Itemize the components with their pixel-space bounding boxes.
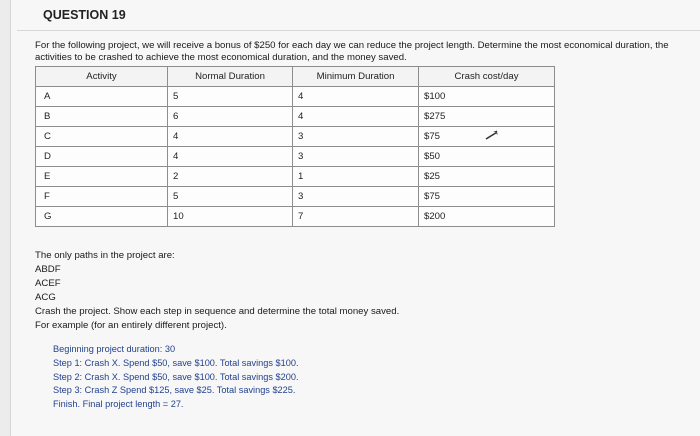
example-line: Step 1: Crash X. Spend $50, save $100. Total savings $100.	[53, 357, 299, 368]
question-page	[10, 0, 700, 436]
cell-normal-duration: 2	[168, 167, 293, 187]
cell-crash-cost: $50	[419, 147, 555, 167]
example-line: Finish. Final project length = 27.	[53, 399, 184, 410]
cell-activity: D	[36, 147, 168, 167]
cell-minimum-duration: 7	[293, 207, 419, 227]
cell-crash-cost: $100	[419, 87, 555, 107]
question-title: QUESTION 19	[43, 8, 126, 22]
cell-minimum-duration: 1	[293, 167, 419, 187]
cell-crash-cost: $75	[419, 127, 555, 147]
cell-activity: A	[36, 87, 168, 107]
cell-crash-cost: $200	[419, 207, 555, 227]
table-header-row	[36, 67, 555, 87]
mouse-pointer-icon	[485, 130, 499, 140]
cell-activity: F	[36, 187, 168, 207]
cell-normal-duration: 5	[168, 187, 293, 207]
cell-minimum-duration: 4	[293, 107, 419, 127]
path-item: ACEF	[35, 278, 61, 289]
cell-crash-cost: $25	[419, 167, 555, 187]
cell-normal-duration: 4	[168, 147, 293, 167]
cell-crash-cost: $75	[419, 187, 555, 207]
example-intro: For example (for an entirely different project).	[35, 320, 227, 331]
example-line: Beginning project duration: 30	[53, 344, 176, 354]
cell-activity: G	[36, 207, 168, 227]
header-crash-cost: Crash cost/day	[419, 67, 555, 87]
question-intro: For the following project, we will receive a bonus of $250 for each day we can reduce the project length. Determine the most economical duration, the activities to be crashed to achieve the most economical duration, and the money saved.	[35, 40, 669, 63]
table-row	[36, 167, 555, 187]
path-item: ABDF	[35, 264, 61, 275]
header-activity: Activity	[36, 67, 168, 87]
title-divider	[17, 30, 700, 31]
cell-activity: B	[36, 107, 168, 127]
cell-normal-duration: 4	[168, 127, 293, 147]
cell-activity: C	[36, 127, 168, 147]
cell-normal-duration: 5	[168, 87, 293, 107]
cell-minimum-duration: 3	[293, 187, 419, 207]
cell-minimum-duration: 4	[293, 87, 419, 107]
cell-minimum-duration: 3	[293, 147, 419, 167]
path-item: ACG	[35, 292, 56, 303]
cell-minimum-duration: 3	[293, 127, 419, 147]
paths-heading: The only paths in the project are:	[35, 250, 175, 261]
table-row	[36, 87, 555, 107]
example-steps	[53, 343, 299, 412]
cell-normal-duration: 10	[168, 207, 293, 227]
example-line: Step 3: Crash Z Spend $125, save $25. Total savings $225.	[53, 385, 296, 396]
header-minimum-duration: Minimum Duration	[293, 67, 419, 87]
cell-normal-duration: 6	[168, 107, 293, 127]
paths-and-task	[35, 249, 399, 333]
example-line: Step 2: Crash X. Spend $50, save $100. Total savings $200.	[53, 371, 299, 382]
table-row	[36, 127, 555, 147]
table-row	[36, 207, 555, 227]
activity-table	[35, 66, 555, 227]
cell-crash-cost: $275	[419, 107, 555, 127]
task-instruction: Crash the project. Show each step in sequence and determine the total money saved.	[35, 306, 400, 317]
table-row	[36, 147, 555, 167]
header-normal-duration: Normal Duration	[168, 67, 293, 87]
table-row	[36, 187, 555, 207]
table-row	[36, 107, 555, 127]
cell-activity: E	[36, 167, 168, 187]
